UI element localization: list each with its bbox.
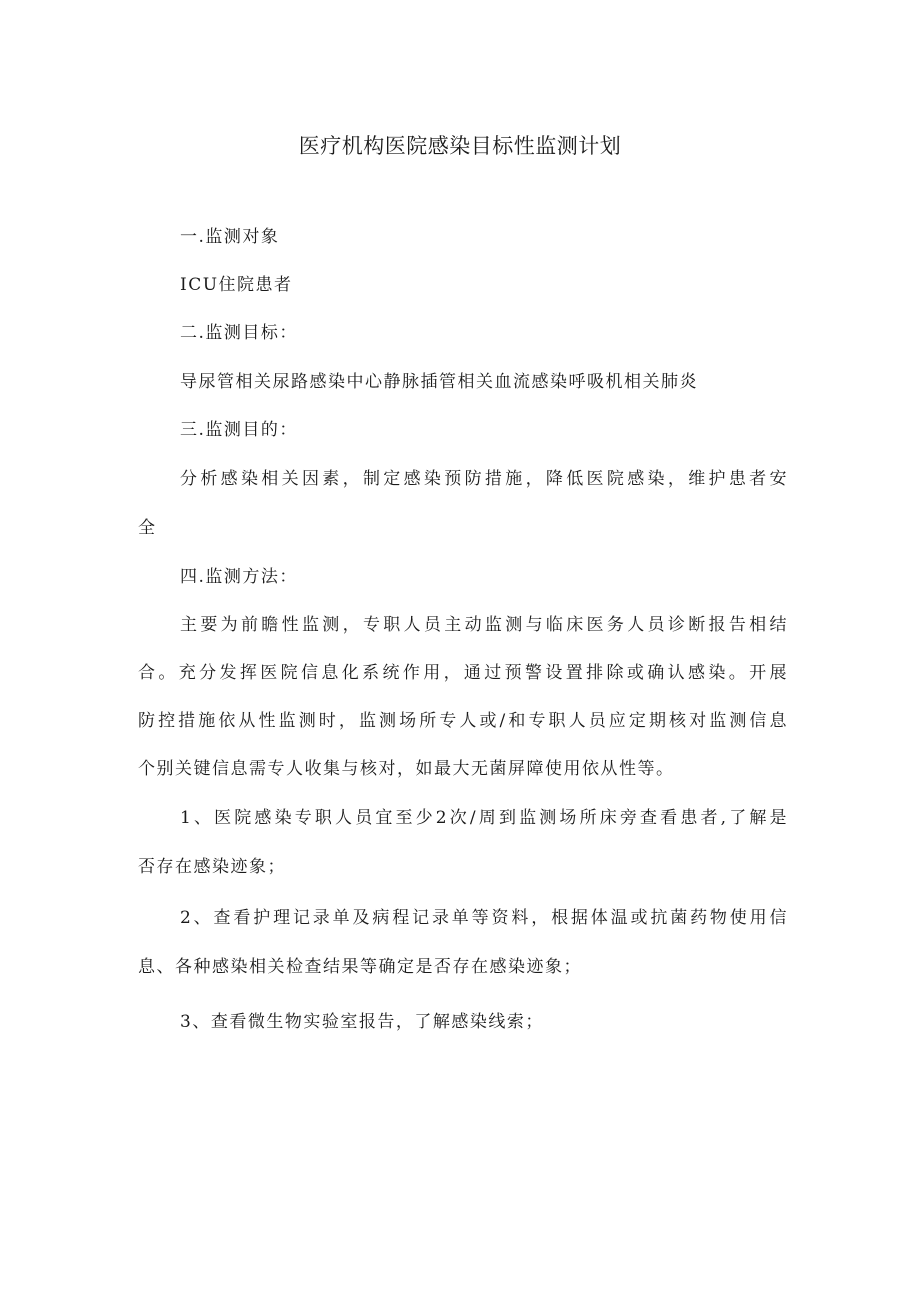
item-2-line-1: 2、查看护理记录单及病程记录单等资料，根据体温或抗菌药物使用信 <box>180 908 788 928</box>
item-1-line-1: 1、医院感染专职人员宜至少2次/周到监测场所床旁查看患者,了解是 <box>180 808 788 828</box>
section-1-heading: 一.监测对象 <box>180 227 280 247</box>
section-2-body: 导尿管相关尿路感染中心静脉插管相关血流感染呼吸机相关肺炎 <box>180 372 698 392</box>
section-3-body-line-2: 全 <box>138 518 157 538</box>
item-3-line-1: 3、查看微生物实验室报告，了解感染线索； <box>180 1012 544 1032</box>
document-title: 医疗机构医院感染目标性监测计划 <box>298 134 622 158</box>
section-3-heading: 三.监测目的： <box>180 420 298 440</box>
item-2-line-2: 息、各种感染相关检查结果等确定是否存在感染迹象； <box>138 957 582 977</box>
section-4-body-line-3: 防控措施依从性监测时，监测场所专人或/和专职人员应定期核对监测信息 <box>138 711 788 731</box>
section-4-body-line-1: 主要为前瞻性监测，专职人员主动监测与临床医务人员诊断报告相结 <box>180 615 788 635</box>
section-3-body-line-1: 分析感染相关因素，制定感染预防措施，降低医院感染，维护患者安 <box>180 469 788 489</box>
section-2-heading: 二.监测目标： <box>180 323 298 343</box>
section-4-heading: 四.监测方法： <box>180 567 298 587</box>
section-4-body-line-4: 个别关键信息需专人收集与核对，如最大无菌屏障使用依从性等。 <box>138 759 675 779</box>
section-4-body-line-2: 合。充分发挥医院信息化系统作用，通过预警设置排除或确认感染。开展 <box>138 663 788 683</box>
section-1-body: ICU住院患者 <box>180 275 293 295</box>
item-1-line-2: 否存在感染迹象； <box>138 857 286 877</box>
